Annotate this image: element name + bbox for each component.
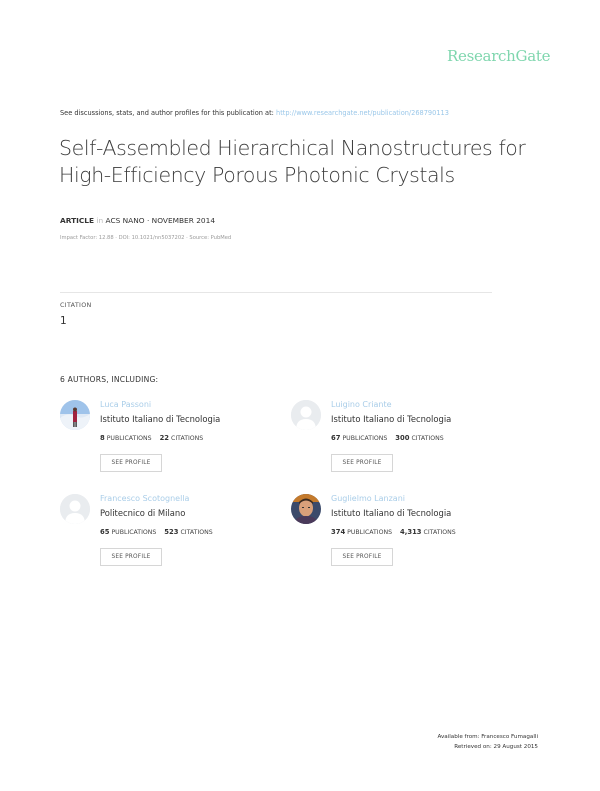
citations-count: 523 xyxy=(164,528,179,536)
citations-count: 300 xyxy=(395,434,410,442)
discussion-text: See discussions, stats, and author profiles for this publication at: xyxy=(60,109,274,117)
publications-label: PUBLICATIONS xyxy=(347,529,393,536)
see-profile-button[interactable]: SEE PROFILE xyxy=(331,454,393,472)
publications-count: 67 xyxy=(331,434,341,442)
in-word: in xyxy=(96,216,104,225)
author-card xyxy=(60,400,280,480)
citations-label: CITATIONS xyxy=(411,435,444,442)
publication-date: NOVEMBER 2014 xyxy=(151,216,216,225)
author-card xyxy=(60,494,280,574)
author-photo-icon xyxy=(291,494,321,524)
author-name[interactable]: Guglielmo Lanzani xyxy=(331,494,405,503)
impact-factor-line: Impact Factor: 12.88 · DOI: 10.1021/nn5037202 · Source: PubMed xyxy=(60,235,232,241)
default-avatar-icon xyxy=(291,400,321,430)
citations-count: 4,313 xyxy=(400,528,422,536)
authors-heading: 6 AUTHORS, INCLUDING: xyxy=(60,375,159,384)
author-stats xyxy=(100,434,203,442)
available-from: Available from: Francesco Fumagalli xyxy=(437,734,538,740)
see-profile-button[interactable]: SEE PROFILE xyxy=(100,548,162,566)
author-institution: Istituto Italiano di Tecnologia xyxy=(331,414,452,424)
author-card xyxy=(291,494,511,574)
author-avatar[interactable] xyxy=(291,494,321,524)
title-line-2: High-Efficiency Porous Photonic Crystals xyxy=(59,163,455,187)
article-meta xyxy=(60,216,215,225)
publications-count: 8 xyxy=(100,434,105,442)
author-institution: Istituto Italiano di Tecnologia xyxy=(331,508,452,518)
publications-count: 65 xyxy=(100,528,110,536)
publications-label: PUBLICATIONS xyxy=(106,435,152,442)
author-institution: Istituto Italiano di Tecnologia xyxy=(100,414,221,424)
author-stats xyxy=(100,528,213,536)
author-institution: Politecnico di Milano xyxy=(100,508,186,518)
citations-label: CITATIONS xyxy=(171,435,204,442)
author-name[interactable]: Luca Passoni xyxy=(100,400,152,409)
retrieved-on: Retrieved on: 29 August 2015 xyxy=(454,744,538,750)
author-name[interactable]: Luigino Criante xyxy=(331,400,392,409)
citation-label: CITATION xyxy=(60,301,92,309)
publications-label: PUBLICATIONS xyxy=(111,529,157,536)
author-stats xyxy=(331,528,456,536)
default-avatar-icon xyxy=(60,494,90,524)
author-stats xyxy=(331,434,444,442)
author-name[interactable]: Francesco Scotognella xyxy=(100,494,190,503)
author-photo-icon xyxy=(60,400,90,430)
meta-dot: · xyxy=(146,216,150,225)
citations-label: CITATIONS xyxy=(180,529,213,536)
publication-link[interactable]: http://www.researchgate.net/publication/268790113 xyxy=(276,109,449,117)
see-profile-button[interactable]: SEE PROFILE xyxy=(331,548,393,566)
citations-label: CITATIONS xyxy=(423,529,456,536)
divider xyxy=(60,292,492,293)
see-profile-button[interactable]: SEE PROFILE xyxy=(100,454,162,472)
author-avatar[interactable] xyxy=(60,400,90,430)
researchgate-logo[interactable]: ResearchGate xyxy=(447,47,551,65)
citation-count: 1 xyxy=(60,315,67,327)
publications-count: 374 xyxy=(331,528,346,536)
citations-count: 22 xyxy=(159,434,170,442)
author-avatar[interactable] xyxy=(291,400,321,430)
discussion-note xyxy=(60,109,449,117)
author-avatar[interactable] xyxy=(60,494,90,524)
publications-label: PUBLICATIONS xyxy=(342,435,388,442)
author-card xyxy=(291,400,511,480)
journal-name[interactable]: ACS NANO xyxy=(105,216,145,225)
title-line-1: Self-Assembled Hierarchical Nanostructures for xyxy=(59,136,526,160)
article-kind: ARTICLE xyxy=(60,216,95,225)
article-title xyxy=(59,135,559,189)
